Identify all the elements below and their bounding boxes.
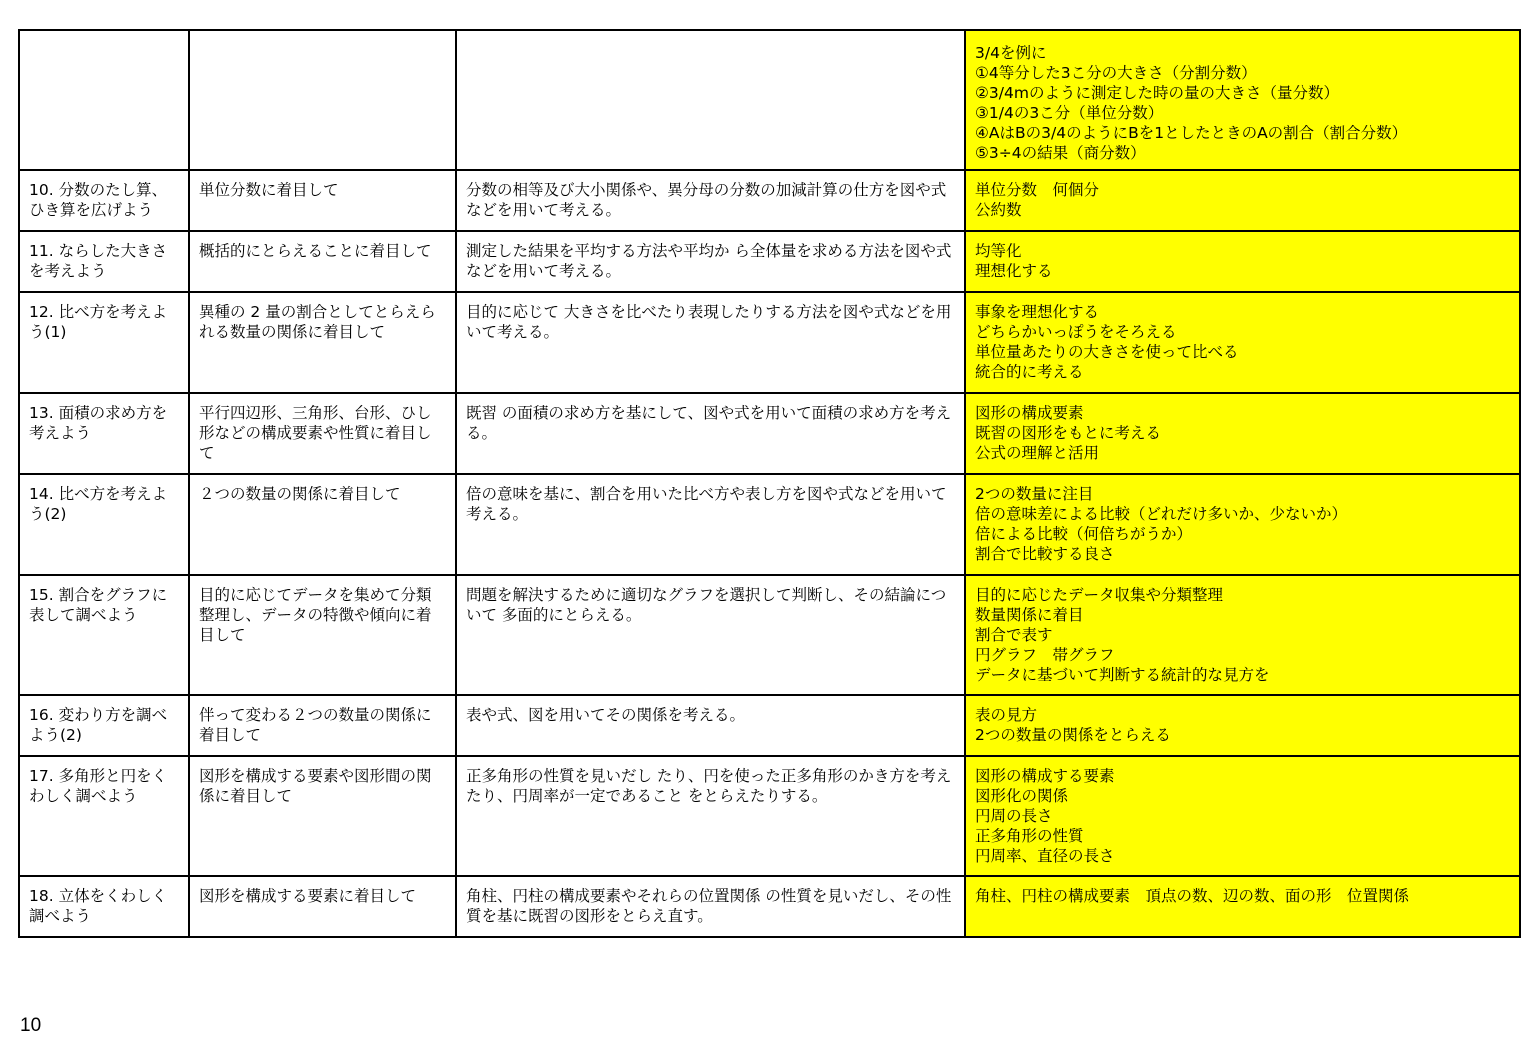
table-row: [19, 575, 1520, 695]
point-line: 円周の長さ: [975, 807, 1053, 825]
thinking-cell: 問題を解決するために適切なグラフを選択して判断し、その結論について 多面的にとらえる。: [456, 575, 965, 695]
thinking-cell: 測定した結果を平均する方法や平均か ら全体量を求める方法を図や式などを用いて考える。: [456, 231, 965, 292]
points-cell: [965, 30, 1520, 170]
focus-cell: ２つの数量の関係に着目して: [189, 474, 456, 575]
points-cell: [965, 170, 1520, 231]
focus-cell: 異種の 2 量の割合としてとらえられる数量の関係に着目して: [189, 292, 456, 393]
point-line: 均等化: [975, 242, 1022, 260]
unit-cell: 13. 面積の求め方を考えよう: [19, 393, 189, 474]
table-row: [19, 695, 1520, 756]
unit-cell: 11. ならした大きさを考えよう: [19, 231, 189, 292]
point-line: 数量関係に着目: [975, 606, 1084, 624]
point-line: 既習の図形をもとに考える: [975, 424, 1162, 442]
focus-cell: 概括的にとらえることに着目して: [189, 231, 456, 292]
unit-cell: 12. 比べ方を考えよう(1): [19, 292, 189, 393]
point-line: ①4等分した3こ分の大きさ（分割分数）: [975, 64, 1257, 82]
unit-cell: 18. 立体をくわしく調べよう: [19, 876, 189, 937]
point-line: 公約数: [975, 201, 1022, 219]
points-cell: [965, 876, 1520, 937]
point-line: 2つの数量の関係をとらえる: [975, 726, 1171, 744]
thinking-cell: 表や式、図を用いてその関係を考える。: [456, 695, 965, 756]
thinking-cell: 正多角形の性質を見いだし たり、円を使った正多角形のかき方を考えたり、円周率が一定であること をとらえたりする。: [456, 756, 965, 876]
point-line: ②3/4mのように測定した時の量の大きさ（量分数）: [975, 84, 1339, 102]
focus-cell: 単位分数に着目して: [189, 170, 456, 231]
unit-cell: 16. 変わり方を調べよう(2): [19, 695, 189, 756]
points-cell: [965, 231, 1520, 292]
table-row: [19, 292, 1520, 393]
table-row: [19, 474, 1520, 575]
point-line: 倍の意味差による比較（どれだけ多いか、少ないか）: [975, 505, 1348, 523]
thinking-cell: 目的に応じて 大きさを比べたり表現したりする方法を図や式などを用いて考える。: [456, 292, 965, 393]
table-row: [19, 876, 1520, 937]
points-cell: [965, 695, 1520, 756]
point-line: 円周率、直径の長さ: [975, 847, 1115, 865]
thinking-cell: 分数の相等及び大小関係や、異分母の分数の加減計算の仕方を図や式などを用いて考える。: [456, 170, 965, 231]
point-line: 図形の構成する要素: [975, 767, 1115, 785]
point-line: 角柱、円柱の構成要素 頂点の数、辺の数、面の形 位置関係: [975, 887, 1410, 905]
point-line: 統合的に考える: [975, 363, 1084, 381]
point-line: 図形の構成要素: [975, 404, 1084, 422]
point-line: 目的に応じたデータ収集や分類整理: [975, 586, 1224, 604]
point-line: 図形化の関係: [975, 787, 1069, 805]
unit-cell: 15. 割合をグラフに表して調べよう: [19, 575, 189, 695]
focus-cell: 図形を構成する要素や図形間の関係に着目して: [189, 756, 456, 876]
points-cell: [965, 393, 1520, 474]
point-line: 公式の理解と活用: [975, 444, 1100, 462]
unit-cell: [19, 30, 189, 170]
points-cell: [965, 575, 1520, 695]
point-line: 割合で比較する良さ: [975, 545, 1115, 563]
unit-cell: 14. 比べ方を考えよう(2): [19, 474, 189, 575]
focus-cell: 図形を構成する要素に着目して: [189, 876, 456, 937]
point-line: 2つの数量に注目: [975, 485, 1094, 503]
thinking-cell: 倍の意味を基に、割合を用いた比べ方や表し方を図や式などを用いて考える。: [456, 474, 965, 575]
point-line: 単位分数 何個分: [975, 181, 1100, 199]
focus-cell: [189, 30, 456, 170]
point-line: ③1/4の3こ分（単位分数）: [975, 104, 1164, 122]
focus-cell: 伴って変わる２つの数量の関係に着目して: [189, 695, 456, 756]
unit-cell: 17. 多角形と円をくわしく調べよう: [19, 756, 189, 876]
point-line: 事象を理想化する: [975, 303, 1100, 321]
table-row: [19, 170, 1520, 231]
point-line: 理想化する: [975, 262, 1053, 280]
thinking-cell: [456, 30, 965, 170]
table-row: [19, 756, 1520, 876]
unit-cell: 10. 分数のたし算、ひき算を広げよう: [19, 170, 189, 231]
point-line: 倍による比較（何倍ちがうか）: [975, 525, 1193, 543]
point-line: ④AはBの3/4のようにBを1としたときのAの割合（割合分数）: [975, 124, 1408, 142]
focus-cell: 平行四辺形、三角形、台形、ひし形などの構成要素や性質に着目して: [189, 393, 456, 474]
point-line: 割合で表す: [975, 626, 1053, 644]
point-line: どちらかいっぽうをそろえる: [975, 323, 1177, 341]
point-line: 正多角形の性質: [975, 827, 1084, 845]
thinking-cell: 角柱、円柱の構成要素やそれらの位置関係 の性質を見いだし、その性質を基に既習の図形をとらえ直す。: [456, 876, 965, 937]
points-cell: [965, 292, 1520, 393]
page-number: 10: [20, 1015, 42, 1036]
point-line: 円グラフ 帯グラフ: [975, 646, 1115, 664]
table-row: [19, 231, 1520, 292]
point-line: 表の見方: [975, 706, 1038, 724]
focus-cell: 目的に応じてデータを集めて分類整理し、データの特徴や傾向に着目して: [189, 575, 456, 695]
points-cell: [965, 474, 1520, 575]
point-line: データに基づいて判断する統計的な見方を: [975, 666, 1270, 684]
point-line: ⑤3÷4の結果（商分数）: [975, 144, 1146, 162]
table-row: [19, 393, 1520, 474]
point-line: 3/4を例に: [975, 44, 1047, 62]
points-cell: [965, 756, 1520, 876]
thinking-cell: 既習 の面積の求め方を基にして、図や式を用いて面積の求め方を考える。: [456, 393, 965, 474]
point-line: 単位量あたりの大きさを使って比べる: [975, 343, 1239, 361]
table-row: [19, 30, 1520, 170]
curriculum-table: [18, 29, 1521, 938]
